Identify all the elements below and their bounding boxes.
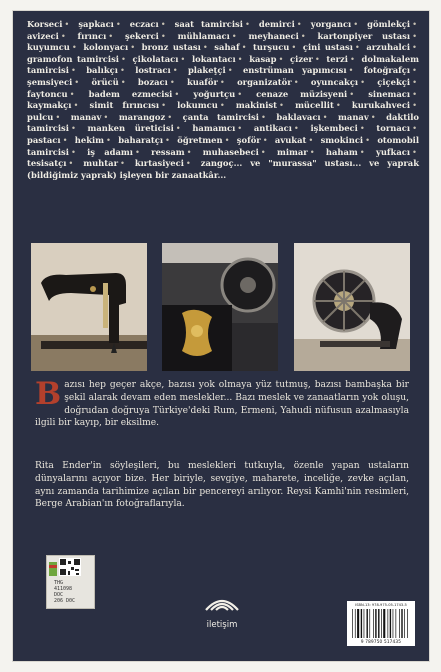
barcode-bar [393, 609, 394, 638]
drop-cap: B [35, 376, 62, 412]
sewing-machine-photo-right [294, 243, 410, 371]
bullet-separator: • [231, 30, 237, 41]
barcode-digits: 9 789750 517435 [360, 639, 402, 644]
barcode-bar [357, 609, 359, 638]
profession-item: sinemacı [368, 88, 411, 99]
bullet-separator: • [161, 100, 167, 111]
profession-item: manav [70, 111, 102, 122]
bullet-separator: • [412, 42, 417, 53]
profession-item: tesisatçı [27, 158, 67, 169]
profession-item: eczacı [129, 19, 159, 29]
bullet-separator: • [119, 158, 125, 169]
barcode-bar [367, 609, 368, 638]
profession-item: çizer [290, 53, 313, 64]
bullet-separator: • [300, 30, 306, 41]
bullet-separator: • [244, 19, 250, 29]
photo-strip [31, 243, 412, 373]
profession-item: balıkçı [86, 65, 118, 76]
profession-item: sahaf [214, 42, 240, 53]
profession-item: avizeci [27, 30, 59, 41]
profession-item: kasap [249, 53, 277, 64]
profession-item: haham [325, 146, 358, 157]
bullet-separator: • [354, 42, 360, 53]
barcode-bar [361, 609, 362, 638]
profession-item: manken üreticisi [87, 123, 174, 134]
publisher-name: iletişim [206, 620, 238, 630]
bullet-separator: • [60, 30, 66, 41]
bullet-separator: • [119, 65, 125, 76]
bullet-separator: • [296, 19, 302, 29]
profession-item: işkembeci [310, 123, 358, 134]
profession-item: smokinci [320, 134, 364, 145]
library-sticker [46, 555, 95, 609]
bullet-separator: • [115, 19, 121, 29]
barcode-bar [373, 609, 374, 638]
profession-item: saat tamircisi [174, 19, 243, 29]
profession-item: şapkacı [78, 19, 114, 29]
bullet-separator: • [349, 53, 355, 64]
profession-item: organizatör [237, 76, 292, 87]
barcode-bar [404, 609, 405, 638]
bullet-separator: • [353, 19, 359, 29]
isbn-label: ISBN-13: 978-975-05-1743-5 [355, 603, 407, 607]
barcode-bar [390, 609, 391, 638]
barcode-bar [355, 609, 356, 638]
bullet-separator: • [62, 134, 68, 145]
bullet-separator: • [185, 158, 191, 169]
bullet-separator: • [293, 123, 299, 134]
bullet-separator: • [130, 42, 136, 53]
profession-item: simit fırıncısı [89, 100, 160, 111]
profession-item: cenaze müzisyeni [256, 88, 348, 99]
profession-item: daktilo tamircisi [27, 111, 420, 134]
profession-item: tornacı [376, 123, 411, 134]
profession-item: faytoncu [27, 88, 68, 99]
profession-item: turşucu [253, 42, 290, 53]
profession-item: terzi [326, 53, 348, 64]
sticker-codes [54, 580, 90, 604]
profession-item: manav [338, 111, 369, 122]
bullet-separator: • [172, 65, 178, 76]
bullet-separator: • [237, 123, 243, 134]
profession-item: çikolatacı [132, 53, 179, 64]
profession-item: hekim [74, 134, 105, 145]
profession-item: fotoğrafçı [363, 65, 411, 76]
barcode-bar [396, 609, 397, 638]
profession-item: kurukahveci [351, 100, 411, 111]
bullet-separator: • [134, 146, 140, 157]
profession-item: kırtasiyeci [134, 158, 184, 169]
profession-item: şemsiyeci [27, 76, 73, 87]
profession-item: kuaför [186, 76, 218, 87]
profession-item: çini ustası [302, 42, 353, 53]
profession-item: antikacı [253, 123, 292, 134]
bullet-separator: • [68, 158, 74, 169]
sticker-line: 411098 [54, 586, 73, 592]
profession-item: yorgancı [310, 19, 352, 29]
profession-item: oyuncakçı [310, 76, 359, 87]
profession-item: demirci [258, 19, 295, 29]
profession-item: yufkacı [375, 146, 411, 157]
bullet-separator: • [108, 30, 114, 41]
bullet-separator: • [169, 76, 175, 87]
profession-item: yoğurtçu [193, 88, 236, 99]
profession-item: çanta tamircisi [182, 111, 259, 122]
bullet-separator: • [70, 65, 76, 76]
sewing-machine-photo-left [31, 243, 147, 371]
profession-item: kuyumcu [27, 42, 70, 53]
bullet-separator: • [359, 123, 365, 134]
bullet-separator: • [160, 19, 166, 29]
barcode-bar [378, 609, 379, 638]
bullet-separator: • [262, 134, 268, 145]
bullet-separator: • [219, 76, 225, 87]
profession-item: örücü [91, 76, 119, 87]
bullet-separator: • [167, 111, 173, 122]
barcode-bar [399, 609, 400, 638]
profession-item: kartonpiyer ustası [317, 30, 411, 41]
bullet-separator: • [412, 76, 418, 87]
bullet-separator: • [412, 19, 418, 29]
bullet-separator: • [412, 65, 417, 76]
profession-item: marangoz [118, 111, 166, 122]
profession-item: mücellit [295, 100, 334, 111]
profession-item: muhtar [83, 158, 118, 169]
bullet-separator: • [293, 76, 299, 87]
profession-item: hamamcı [192, 123, 236, 134]
barcode-bar [407, 609, 408, 638]
profession-item: bozacı [137, 76, 168, 87]
sewing-machine-photo-center [162, 243, 278, 371]
paragraph-1-text: azısı hep geçer akçe, bazısı yok olmaya yüz tutmuş, bazısı bambaşka bir şekil alarak devam eden meslekler... Bazı meslek ve zanaatların yok oluşu, doğrudan doğruya Türkiye'deki Rum, Ermeni, Yahudi nüfusun azalmasıyla ilgili bir kayıp, bir eksilme. [35, 380, 409, 429]
bullet-separator: • [308, 134, 314, 145]
bullet-separator: • [70, 146, 76, 157]
qr-code-icon [47, 556, 94, 578]
profession-item: çiçekçi [377, 76, 411, 87]
bullet-separator: • [73, 100, 79, 111]
publisher-logo [202, 594, 242, 630]
bullet-separator: • [224, 134, 230, 145]
bullet-separator: • [69, 88, 75, 99]
bullet-separator: • [64, 19, 70, 29]
profession-item: ressam [151, 146, 185, 157]
profession-item: badem ezmecisi [88, 88, 173, 99]
bullet-separator: • [278, 53, 284, 64]
profession-item: dolmakalem tamircisi [27, 53, 420, 76]
profession-item: otomobil tamircisi [27, 134, 420, 157]
bullet-separator: • [322, 111, 328, 122]
bullet-separator: • [412, 88, 418, 99]
profession-item: mühlamacı [177, 30, 230, 41]
bullet-separator: • [241, 42, 247, 53]
profession-item: pulcu [27, 111, 54, 122]
bullet-separator: • [227, 65, 233, 76]
profession-list [27, 19, 419, 181]
bullet-separator: • [412, 30, 418, 41]
bullet-separator: • [349, 88, 355, 99]
profession-item: lokantacı [191, 53, 236, 64]
bullet-separator: • [237, 88, 243, 99]
bullet-separator: • [237, 53, 243, 64]
bullet-separator: • [412, 100, 418, 111]
bullet-separator: • [165, 134, 170, 145]
profession-item: bronz ustası [141, 42, 201, 53]
bullet-separator: • [202, 42, 208, 53]
bullet-separator: • [412, 146, 417, 157]
barcode-bar [375, 609, 376, 638]
barcode [347, 601, 415, 646]
description-paragraph-1 [35, 376, 409, 430]
profession-item: lokumcu [177, 100, 218, 111]
bullet-separator: • [260, 111, 266, 122]
barcode-bar [364, 609, 365, 638]
bullet-separator: • [260, 146, 266, 157]
bullet-separator: • [71, 42, 77, 53]
book-back-cover [13, 11, 429, 661]
profession-item: zangoç... ve "murassa" ustası... ve yaprak (bildiğimiz yaprak) işleyen bir zanaatkâr... [27, 158, 420, 180]
barcode-bar [381, 609, 382, 638]
bullet-separator: • [120, 53, 126, 64]
bullet-separator: • [174, 88, 180, 99]
bullet-separator: • [103, 111, 109, 122]
barcode-bar [369, 609, 370, 638]
profession-item: plakeţçi [187, 65, 226, 76]
profession-item: makinist [235, 100, 278, 111]
profession-item: meyhaneci [248, 30, 299, 41]
bullet-separator: • [412, 123, 418, 134]
bullet-separator: • [74, 76, 80, 87]
bullet-separator: • [160, 30, 166, 41]
barcode-bar [352, 609, 353, 638]
profession-item: gramofon tamircisi [27, 53, 119, 64]
profession-item: avukat [274, 134, 307, 145]
profession-item: öğretmen [177, 134, 223, 145]
barcode-bar [401, 609, 402, 638]
sticker-line: 206 D0C [54, 598, 76, 604]
description-paragraph-2: Rita Ender'in söyleşileri, bu meslekleri tutkuyla, özenle yapan ustaların dünyalarını açıyor bize. Her biriyle, sevgiye, maharete, inceliğe, zevke açılan, aynı zamanda tarihimize açılan bir pencereyi arılıyor. Reysi Kamhi'nin resimleri, Berge Arabian'ın fotoğraflarıyla. [35, 461, 409, 510]
barcode-bar [388, 609, 389, 638]
bullet-separator: • [106, 134, 111, 145]
bullet-separator: • [175, 123, 181, 134]
bullet-separator: • [309, 146, 315, 157]
profession-item: baklavacı [276, 111, 321, 122]
bullet-separator: • [360, 76, 366, 87]
profession-item: şoför [236, 134, 261, 145]
profession-item: mimar [276, 146, 308, 157]
bullet-separator: • [180, 53, 186, 64]
profession-item: gömlekçi [367, 19, 411, 29]
bullet-separator: • [55, 111, 61, 122]
bullet-separator: • [291, 42, 297, 53]
profession-item: pastacı [27, 134, 61, 145]
bullet-separator: • [219, 100, 225, 111]
sticker-line: DOC [54, 592, 64, 598]
sunrise-logo-icon [202, 594, 242, 614]
profession-item: Korseci [27, 19, 63, 29]
profession-item: fırıncı [77, 30, 107, 41]
profession-item: enstrüman yapımcısı [242, 65, 347, 76]
profession-item: kolonyacı [83, 42, 129, 53]
profession-item: muhasebeci [202, 146, 259, 157]
bullet-separator: • [186, 146, 192, 157]
bullet-separator: • [120, 76, 126, 87]
profession-item: kaymakçı [27, 100, 72, 111]
profession-item: şekerci [125, 30, 159, 41]
bullet-separator: • [370, 111, 376, 122]
bullet-separator: • [335, 100, 341, 111]
sticker-line: THG [54, 580, 64, 586]
bullet-separator: • [365, 134, 371, 145]
profession-item: baharatçı [118, 134, 164, 145]
bullet-separator: • [348, 65, 354, 76]
profession-item: lostracı [135, 65, 171, 76]
bullet-separator: • [314, 53, 320, 64]
bullet-separator: • [359, 146, 365, 157]
profession-item: arzuhalci [366, 42, 411, 53]
bullet-separator: • [70, 123, 76, 134]
bullet-separator: • [279, 100, 284, 111]
profession-item: iş adamı [87, 146, 133, 157]
barcode-bar [383, 609, 385, 638]
